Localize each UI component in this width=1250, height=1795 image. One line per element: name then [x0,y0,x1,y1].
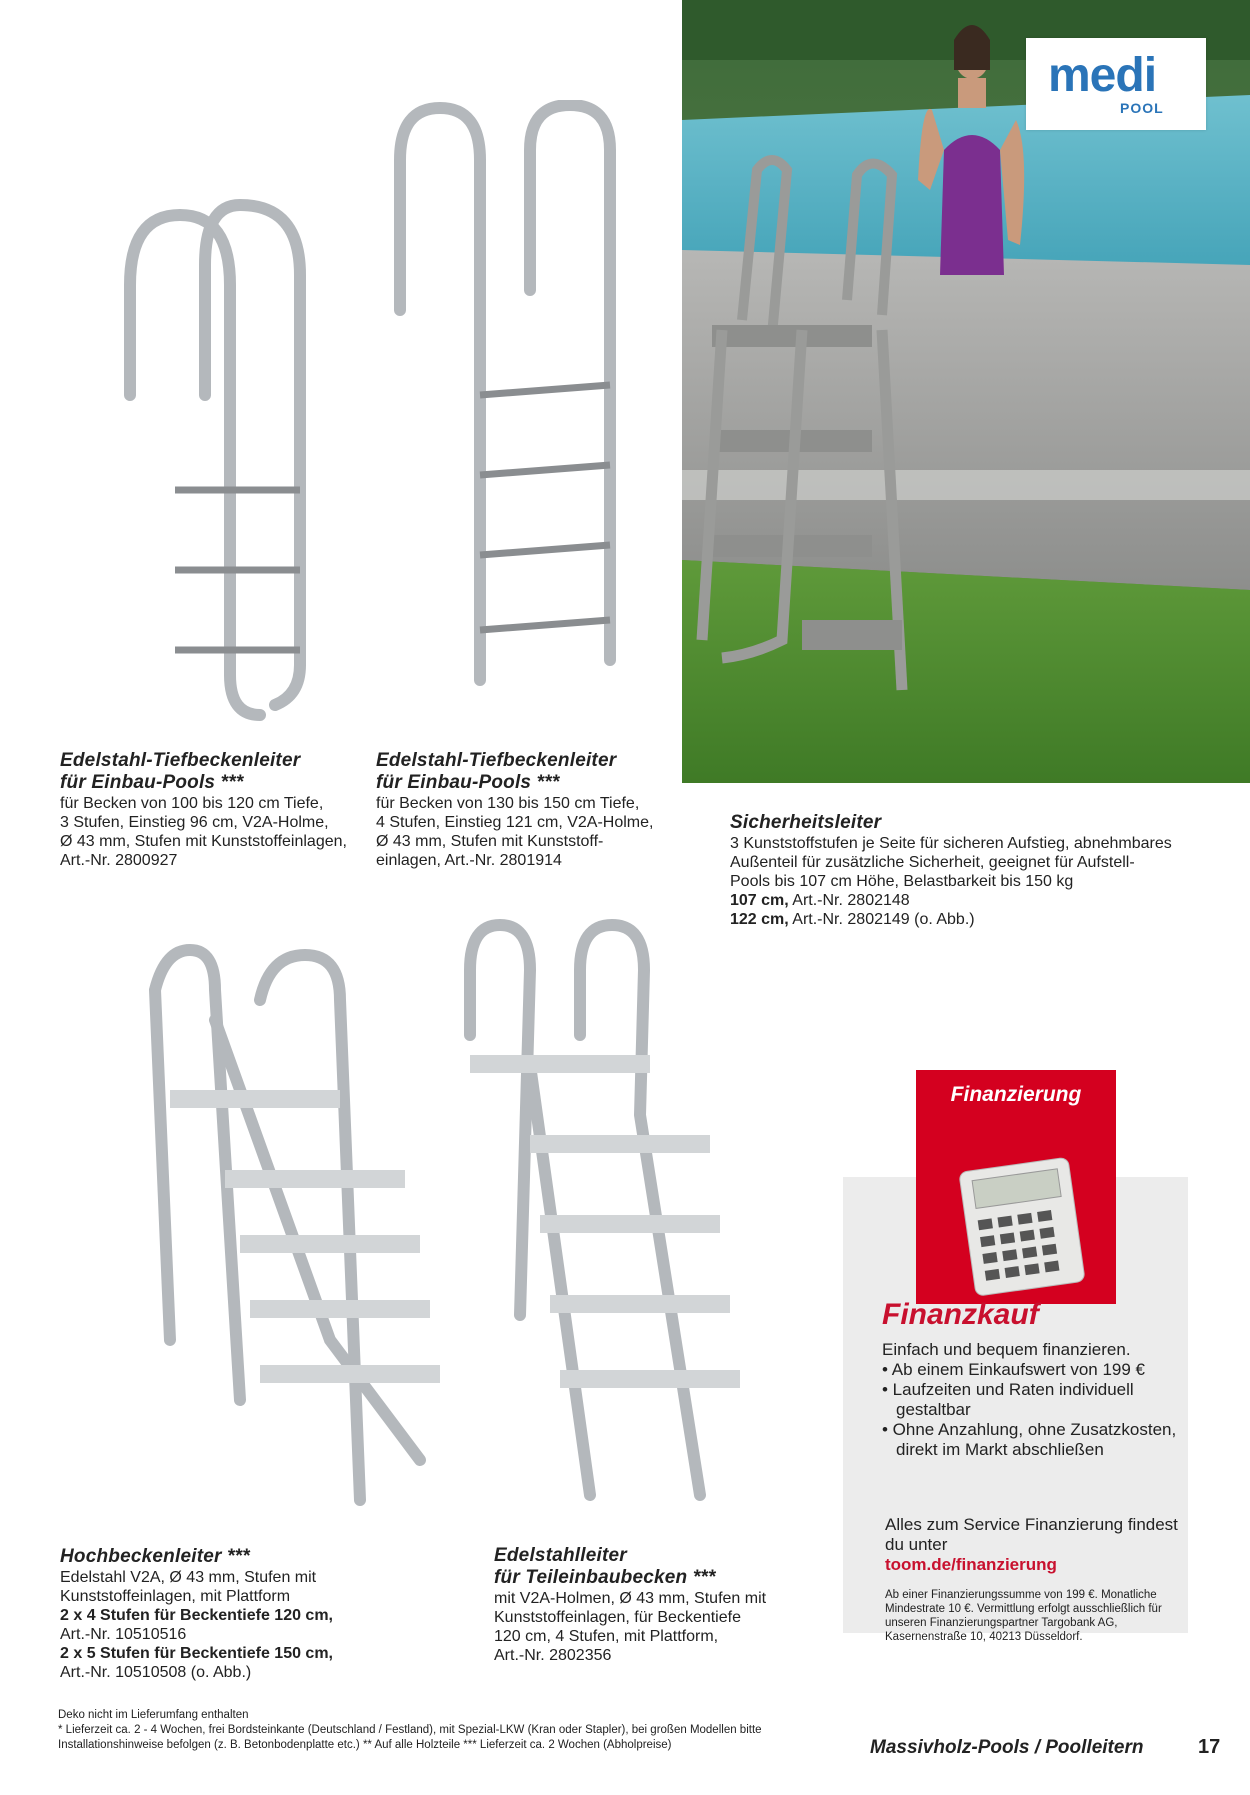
product-3-variant-2-size: 122 cm, [730,911,789,928]
product-1-description: für Becken von 100 bis 120 cm Tiefe, 3 Stufen, Einstieg 96 cm, V2A-Holme, Ø 43 mm, Stufen mit Kunststoffeinlagen, Art.-Nr. 2800927 [60,795,347,869]
product-2-title: Edelstahl-Tiefbeckenleiter für Einbau-Pools *** [376,750,617,793]
product-2 [376,750,706,870]
product-3-variant-2-article: Art.-Nr. 2802149 (o. Abb.) [788,911,975,928]
ladder-image-4 [440,915,760,1505]
product-5-title: Edelstahlleiter für Teileinbaubecken *** [494,1545,716,1588]
finance-bullet-2: • Laufzeiten und Raten individuell gestaltbar [882,1380,1134,1419]
product-5-description: mit V2A-Holmen, Ø 43 mm, Stufen mit Kunststoffeinlagen, für Beckentiefe 120 cm, 4 Stufen, mit Plattform, Art.-Nr. 2802356 [494,1590,767,1664]
product-4-variant-1-article: Art.-Nr. 10510516 [60,1626,187,1643]
footnote-line: Installationshinweise befolgen (z. B. Betonbodenplatte etc.) ** Auf alle Holzteile *** Lieferzeit ca. 2 Wochen (Abholpreise) [58,1739,672,1751]
product-4-variant-2: 2 x 5 Stufen für Beckentiefe 150 cm, [60,1645,333,1662]
product-3-description: 3 Kunststoffstufen je Seite für sicheren Aufstieg, abnehmbares Außenteil für zusätzliche Sicherheit, geeignet für Aufstell- Pools bis 107 cm Höhe, Belastbarkeit bis 150 kg 107 cm, Art.-Nr. 2802148 122 cm, Art.-Nr. 2802149 (o. Abb.) [730,835,1172,928]
finance-details [882,1340,1182,1460]
finance-fineprint: Ab einer Finanzierungssumme von 199 €. Monatliche Mindestrate 10 €. Vermittlung erfolgt ausschließlich für unseren Finanzierungspartner Targobank AG, Kasernenstraße 10, 40213 Düsseldorf. [885,1589,1162,1643]
product-3 [730,812,1210,929]
finance-badge-title: Finanzierung [950,1083,1082,1106]
product-3-title: Sicherheitsleiter [730,812,882,833]
finance-service [885,1515,1185,1575]
footer-section-title: Massivholz-Pools / Poolleitern [870,1737,1144,1758]
product-4-title: Hochbeckenleiter *** [60,1546,250,1567]
ladder-image-1 [110,195,330,725]
ladder-image-3 [140,940,460,1510]
product-3-variant-1-size: 107 cm, [730,892,789,909]
logo-medi-text: medi [1048,49,1157,102]
footnote-line: * Lieferzeit ca. 2 - 4 Wochen, frei Bordsteinkante (Deutschland / Festland), mit Spezial-LKW (Kran oder Stapler), bei großen Modellen bitte [58,1724,762,1736]
finance-service-text: Alles zum Service Finanzierung findest du unter [885,1515,1178,1554]
product-4-variant-2-article: Art.-Nr. 10510508 (o. Abb.) [60,1664,252,1681]
product-3-variant-1-article: Art.-Nr. 2802148 [788,892,910,909]
product-1 [60,750,390,870]
product-4 [60,1546,400,1682]
finance-link[interactable]: toom.de/finanzierung [885,1555,1057,1574]
footnotes [58,1708,818,1753]
logo-pool-text: POOL [1120,100,1164,116]
medi-pool-logo [1026,38,1206,130]
product-2-description: für Becken von 130 bis 150 cm Tiefe, 4 Stufen, Einstieg 121 cm, V2A-Holme, Ø 43 mm, Stufen mit Kunststoff- einlagen, Art.-Nr. 2801914 [376,795,654,869]
page-number: 17 [1198,1736,1221,1758]
product-1-title: Edelstahl-Tiefbeckenleiter für Einbau-Pools *** [60,750,301,793]
finance-intro: Einfach und bequem finanzieren. [882,1340,1131,1359]
finance-bullet-3: • Ohne Anzahlung, ohne Zusatzkosten, direkt im Markt abschließen [882,1420,1177,1459]
product-5 [494,1545,824,1665]
product-4-description: Edelstahl V2A, Ø 43 mm, Stufen mit Kunststoffeinlagen, mit Plattform 2 x 4 Stufen für Beckentiefe 120 cm, Art.-Nr. 10510516 2 x 5 Stufen für Beckentiefe 150 cm, Art.-Nr. 10510508 (o. Abb.) [60,1568,400,1682]
ladder-image-2 [385,100,625,720]
finance-heading: Finanzkauf [882,1298,1039,1331]
footnote-line: Deko nicht im Lieferumfang enthalten [58,1709,249,1721]
product-4-variant-1: 2 x 4 Stufen für Beckentiefe 120 cm, [60,1607,333,1624]
finance-bullet-1: • Ab einem Einkaufswert von 199 € [882,1360,1145,1379]
